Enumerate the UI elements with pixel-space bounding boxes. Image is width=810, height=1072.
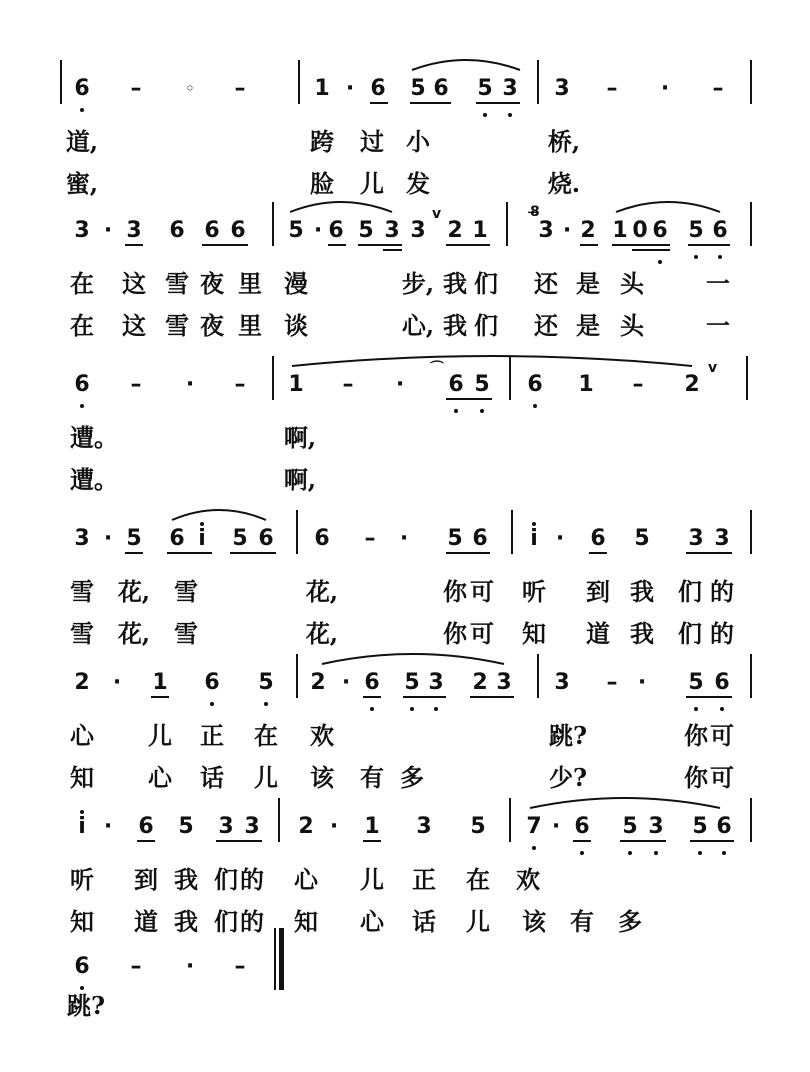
jianpu-note: 6 — [230, 218, 246, 243]
jianpu-note: 6 — [74, 954, 90, 979]
beam-underline — [358, 244, 402, 246]
beam-underline — [580, 244, 598, 246]
jianpu-note: · — [551, 814, 561, 839]
lyric-syllable: 欢 — [516, 865, 540, 894]
lyric-syllable: 雪 — [165, 269, 189, 298]
lyric-syllable: 桥, — [547, 127, 581, 156]
jianpu-note: 5 — [404, 670, 420, 695]
jianpu-note: 3 — [496, 670, 512, 695]
jianpu-note: 5 — [258, 670, 274, 695]
slur-arc — [412, 60, 520, 70]
jianpu-note: 3 — [714, 526, 730, 551]
lyric-syllable: 听 — [70, 865, 94, 894]
lyric-syllable: 可 — [710, 721, 734, 750]
lyric-syllable: 我 — [443, 269, 467, 298]
lyric-syllable: 是 — [576, 269, 600, 298]
jianpu-note: 5 — [470, 814, 486, 839]
lyric-syllable: 的 — [240, 865, 264, 894]
beam-underline — [125, 552, 143, 554]
breath-mark: v — [708, 360, 718, 376]
jianpu-note: – — [342, 372, 354, 397]
lyric-syllable: 在 — [70, 311, 94, 340]
jianpu-note: 1 — [472, 218, 488, 243]
lyric-syllable: 可 — [710, 763, 734, 792]
jianpu-note: · — [112, 670, 122, 695]
lyric-syllable: 儿 — [254, 763, 278, 792]
lyric-syllable: 知 — [70, 907, 94, 936]
jianpu-note: 6 — [472, 526, 488, 551]
lyric-syllable: 们 — [214, 907, 238, 936]
jianpu-note: 3 — [554, 76, 570, 101]
beam-underline — [202, 244, 248, 246]
beam-underline — [410, 102, 451, 104]
octave-dot-below — [508, 113, 512, 117]
beam-underline — [216, 840, 262, 842]
jianpu-note: · — [329, 814, 339, 839]
jianpu-note: 3 — [648, 814, 664, 839]
lyric-syllable: 知 — [70, 763, 94, 792]
jianpu-note: 6 — [527, 372, 543, 397]
jianpu-note: 6 — [169, 218, 185, 243]
jianpu-note: · — [399, 526, 409, 551]
beam-underline — [589, 552, 607, 554]
lyric-syllable: 头 — [620, 269, 644, 298]
jianpu-note: – — [712, 76, 724, 101]
octave-dot-below — [580, 851, 584, 855]
jianpu-note: 1 — [364, 814, 380, 839]
jianpu-note: · — [341, 670, 351, 695]
jianpu-note: 3 — [688, 526, 704, 551]
jianpu-note: 3 — [126, 218, 142, 243]
jianpu-note: 6 — [258, 526, 274, 551]
octave-dot-below — [434, 707, 438, 711]
lyric-syllable: 少? — [548, 763, 588, 792]
jianpu-note: 2 — [74, 670, 90, 695]
jianpu-note: ◦ — [185, 81, 195, 97]
lyric-syllable: 雪 — [174, 619, 198, 648]
jianpu-note: 3 — [74, 218, 90, 243]
jianpu-note: 5 — [477, 76, 493, 101]
jianpu-note: 6 — [74, 372, 90, 397]
jianpu-note: · — [185, 372, 195, 397]
lyric-syllable: 们 — [214, 865, 238, 894]
jianpu-note: – — [606, 670, 618, 695]
jianpu-note: 6 — [370, 76, 386, 101]
jianpu-note: · — [395, 372, 405, 397]
lyric-syllable: 心, — [401, 311, 435, 340]
jianpu-note: – — [130, 76, 142, 101]
jianpu-note: i — [198, 526, 206, 551]
octave-dot-below — [628, 851, 632, 855]
lyric-syllable: 道, — [65, 127, 99, 156]
jianpu-note: 1 — [578, 372, 594, 397]
lyric-syllable: 知 — [294, 907, 318, 936]
slur-arc — [530, 798, 720, 808]
beam-underline — [688, 244, 730, 246]
beam-underline — [476, 102, 520, 104]
lyric-syllable: 听 — [522, 577, 546, 606]
lyric-syllable: 啊, — [283, 465, 317, 494]
jianpu-note: 6 — [328, 218, 344, 243]
lyric-syllable: 在 — [70, 269, 94, 298]
jianpu-note: 3 — [502, 76, 518, 101]
jianpu-note: 7 — [526, 814, 542, 839]
lyric-syllable: 小 — [406, 127, 430, 156]
jianpu-note: 6 — [138, 814, 154, 839]
jianpu-note: 5 — [447, 526, 463, 551]
lyric-syllable: 我 — [630, 619, 654, 648]
jianpu-note: 3 — [244, 814, 260, 839]
octave-dot-below — [480, 409, 484, 413]
lyric-syllable: 蜜, — [65, 169, 99, 198]
lyric-syllable: 该 — [310, 763, 334, 792]
jianpu-note: 6 — [714, 670, 730, 695]
lyric-syllable: 多 — [400, 763, 424, 792]
lyric-syllable: 知 — [522, 619, 546, 648]
beam-underline — [125, 244, 143, 246]
octave-dot-above — [532, 522, 536, 526]
jianpu-note: – — [234, 76, 246, 101]
jianpu-note: – — [234, 954, 246, 979]
octave-dot-below — [210, 702, 214, 706]
jianpu-note: 3 — [428, 670, 444, 695]
octave-dot-below — [698, 851, 702, 855]
jianpu-note: 3 — [538, 218, 554, 243]
beam-underline — [632, 249, 670, 251]
jianpu-note: · — [562, 218, 572, 243]
lyric-syllable: 脸 — [310, 169, 334, 198]
jianpu-note: 6 — [433, 76, 449, 101]
jianpu-note: – — [130, 954, 142, 979]
octave-dot-below — [654, 851, 658, 855]
lyric-syllable: 道 — [586, 619, 610, 648]
lyric-syllable: 我 — [443, 311, 467, 340]
lyric-syllable: 遭。 — [70, 465, 118, 494]
beam-underline — [137, 840, 155, 842]
beam-underline — [690, 840, 734, 842]
lyric-syllable: 道 — [134, 907, 158, 936]
beam-underline — [686, 552, 732, 554]
jianpu-note: 6 — [712, 218, 728, 243]
lyric-syllable: 正 — [412, 865, 436, 894]
beam-underline — [446, 244, 490, 246]
jianpu-note: 1 — [314, 76, 330, 101]
jianpu-note: · — [185, 954, 195, 979]
lyric-syllable: 遭。 — [70, 423, 118, 452]
jianpu-note: 3 — [416, 814, 432, 839]
lyric-syllable: 的 — [710, 577, 734, 606]
lyric-syllable: 里 — [238, 311, 262, 340]
lyric-syllable: 有 — [360, 763, 384, 792]
lyric-syllable: 儿 — [360, 865, 384, 894]
jianpu-note: 5 — [288, 218, 304, 243]
lyric-syllable: 有 — [570, 907, 594, 936]
lyric-syllable: 啊, — [283, 423, 317, 452]
lyric-syllable: 心 — [294, 865, 318, 894]
lyric-syllable: 雪 — [165, 311, 189, 340]
lyric-syllable: 的 — [710, 619, 734, 648]
octave-dot-below — [658, 260, 662, 264]
slur-layer — [0, 48, 810, 88]
beam-underline — [383, 249, 402, 251]
lyric-syllable: 花, — [305, 619, 339, 648]
octave-dot-below — [264, 702, 268, 706]
final-bar-thin — [274, 928, 276, 990]
lyric-syllable: 里 — [238, 269, 262, 298]
lyric-syllable: 这 — [122, 269, 146, 298]
beam-underline — [370, 102, 388, 104]
jianpu-note: · — [555, 526, 565, 551]
octave-dot-below — [720, 707, 724, 711]
octave-dot-below — [80, 108, 84, 112]
jianpu-note: 6 — [169, 526, 185, 551]
jianpu-note: 6 — [204, 670, 220, 695]
lyric-syllable: 还 — [534, 269, 558, 298]
lyric-syllable: 还 — [534, 311, 558, 340]
final-bar-thick — [279, 928, 284, 990]
jianpu-note: 1 — [612, 218, 628, 243]
lyric-syllable: 正 — [200, 721, 224, 750]
lyric-syllable: 雪 — [70, 619, 94, 648]
jianpu-note: 6 — [590, 526, 606, 551]
lyric-syllable: 发 — [406, 169, 430, 198]
slur-arc — [292, 356, 692, 366]
lyric-syllable: 可 — [470, 619, 494, 648]
jianpu-note: 5 — [688, 218, 704, 243]
lyric-syllable: 跳? — [548, 721, 588, 750]
jianpu-note: 3 — [74, 526, 90, 551]
octave-dot-below — [80, 986, 84, 990]
octave-dot-below — [410, 707, 414, 711]
lyric-syllable: 夜 — [200, 311, 224, 340]
jianpu-note: 1 — [152, 670, 168, 695]
lyric-syllable: 话 — [412, 907, 436, 936]
jianpu-note: · — [103, 526, 113, 551]
octave-dot-below — [370, 707, 374, 711]
beam-underline — [328, 244, 346, 246]
jianpu-note: 6 — [364, 670, 380, 695]
jianpu-note: 6 — [716, 814, 732, 839]
lyric-syllable: 这 — [122, 311, 146, 340]
octave-dot-below — [694, 707, 698, 711]
jianpu-note: 3 — [554, 670, 570, 695]
jianpu-note: 2 — [684, 372, 700, 397]
beam-underline — [620, 840, 666, 842]
lyric-syllable: 我 — [630, 577, 654, 606]
lyric-syllable: 花, — [117, 577, 151, 606]
beam-underline — [686, 696, 732, 698]
jianpu-note: i — [530, 526, 538, 551]
lyric-syllable: 儿 — [466, 907, 490, 936]
beam-underline — [470, 696, 514, 698]
lyric-syllable: 你 — [684, 721, 708, 750]
lyric-syllable: 跳? — [66, 991, 106, 1020]
lyric-syllable: 到 — [586, 577, 610, 606]
jianpu-note: 5 — [126, 526, 142, 551]
jianpu-note: · — [103, 218, 113, 243]
beam-underline — [403, 696, 446, 698]
octave-dot-below — [694, 255, 698, 259]
jianpu-note: · — [660, 76, 670, 101]
jianpu-note: 2 — [310, 670, 326, 695]
jianpu-note: 0 — [632, 218, 648, 243]
octave-dot-below — [454, 409, 458, 413]
jianpu-note: 5 — [358, 218, 374, 243]
lyric-syllable: 烧. — [547, 169, 581, 198]
lyric-syllable: 在 — [466, 865, 490, 894]
lyric-syllable: 的 — [240, 907, 264, 936]
jianpu-note: 6 — [652, 218, 668, 243]
lyric-syllable: 可 — [470, 577, 494, 606]
score-mark: ⌒ — [430, 361, 444, 377]
octave-dot-above — [200, 522, 204, 526]
breath-mark: v — [432, 206, 442, 222]
slur-arc — [172, 510, 266, 520]
beam-underline — [230, 552, 276, 554]
octave-dot-below — [533, 404, 537, 408]
lyric-syllable: 过 — [360, 127, 384, 156]
lyric-syllable: 雪 — [70, 577, 94, 606]
lyric-syllable: 花, — [117, 619, 151, 648]
lyric-syllable: 你 — [684, 763, 708, 792]
lyric-syllable: 儿 — [148, 721, 172, 750]
lyric-syllable: 心 — [360, 907, 384, 936]
lyric-syllable: 雪 — [174, 577, 198, 606]
jianpu-note: 5 — [622, 814, 638, 839]
beam-underline — [573, 840, 591, 842]
jianpu-note: 5 — [688, 670, 704, 695]
jianpu-note: – — [130, 372, 142, 397]
octave-dot-below — [80, 404, 84, 408]
beam-underline — [363, 696, 381, 698]
jianpu-note: i — [78, 814, 86, 839]
jianpu-note: · — [313, 218, 323, 243]
beam-underline — [151, 696, 169, 698]
lyric-syllable: 夜 — [200, 269, 224, 298]
lyric-syllable: 们 — [678, 619, 702, 648]
lyric-syllable: 步, — [401, 269, 435, 298]
jianpu-note: · — [103, 814, 113, 839]
beam-underline — [612, 244, 670, 246]
jianpu-note: 3 — [384, 218, 400, 243]
jianpu-note: 5 — [474, 372, 490, 397]
slur-arc — [290, 202, 392, 212]
jianpu-note: 6 — [74, 76, 90, 101]
jianpu-note: 6 — [448, 372, 464, 397]
lyric-syllable: 一 — [706, 311, 730, 340]
slur-arc — [322, 654, 504, 664]
lyric-syllable: 心 — [70, 721, 94, 750]
jianpu-note: · — [345, 76, 355, 101]
beam-underline — [446, 552, 490, 554]
beam-underline — [446, 398, 492, 400]
lyric-syllable: 你 — [443, 577, 467, 606]
jianpu-note: · — [637, 670, 647, 695]
slur-arc — [616, 202, 720, 212]
jianpu-note: 5 — [232, 526, 248, 551]
lyric-syllable: 你 — [443, 619, 467, 648]
jianpu-note: – — [364, 526, 376, 551]
jianpu-note: 6 — [204, 218, 220, 243]
octave-dot-above — [80, 810, 84, 814]
lyric-syllable: 花, — [305, 577, 339, 606]
lyric-syllable: 们 — [474, 311, 498, 340]
lyric-syllable: 在 — [254, 721, 278, 750]
jianpu-note: 6 — [314, 526, 330, 551]
octave-dot-below — [483, 113, 487, 117]
jianpu-note: 5 — [178, 814, 194, 839]
lyric-syllable: 们 — [678, 577, 702, 606]
beam-underline — [167, 552, 212, 554]
jianpu-note: – — [606, 76, 618, 101]
lyric-syllable: 头 — [620, 311, 644, 340]
jianpu-note: 1 — [288, 372, 304, 397]
jianpu-note: 2 — [447, 218, 463, 243]
lyric-syllable: 多 — [618, 907, 642, 936]
lyric-syllable: 漫 — [284, 269, 308, 298]
lyric-syllable: 欢 — [310, 721, 334, 750]
lyric-syllable: 我 — [174, 865, 198, 894]
octave-dot-below — [718, 255, 722, 259]
lyric-syllable: 是 — [576, 311, 600, 340]
lyric-syllable: 心 — [148, 763, 172, 792]
score-mark: 8̶ — [530, 204, 540, 220]
lyric-syllable: 到 — [134, 865, 158, 894]
jianpu-note: 5 — [692, 814, 708, 839]
beam-underline — [363, 840, 381, 842]
jianpu-note: 6 — [574, 814, 590, 839]
jianpu-note: 5 — [634, 526, 650, 551]
octave-dot-below — [532, 846, 536, 850]
lyric-syllable: 一 — [706, 269, 730, 298]
lyric-syllable: 儿 — [360, 169, 384, 198]
jianpu-note: – — [632, 372, 644, 397]
lyric-syllable: 们 — [474, 269, 498, 298]
octave-dot-below — [722, 851, 726, 855]
lyric-syllable: 我 — [174, 907, 198, 936]
jianpu-note: – — [234, 372, 246, 397]
lyric-syllable: 该 — [522, 907, 546, 936]
jianpu-note: 2 — [580, 218, 596, 243]
lyric-syllable: 谈 — [284, 311, 308, 340]
jianpu-note: 5 — [410, 76, 426, 101]
jianpu-note: 2 — [472, 670, 488, 695]
lyric-syllable: 跨 — [310, 127, 334, 156]
lyric-syllable: 话 — [200, 763, 224, 792]
jianpu-note: 3 — [218, 814, 234, 839]
jianpu-note: 3 — [410, 218, 426, 243]
jianpu-note: 2 — [298, 814, 314, 839]
